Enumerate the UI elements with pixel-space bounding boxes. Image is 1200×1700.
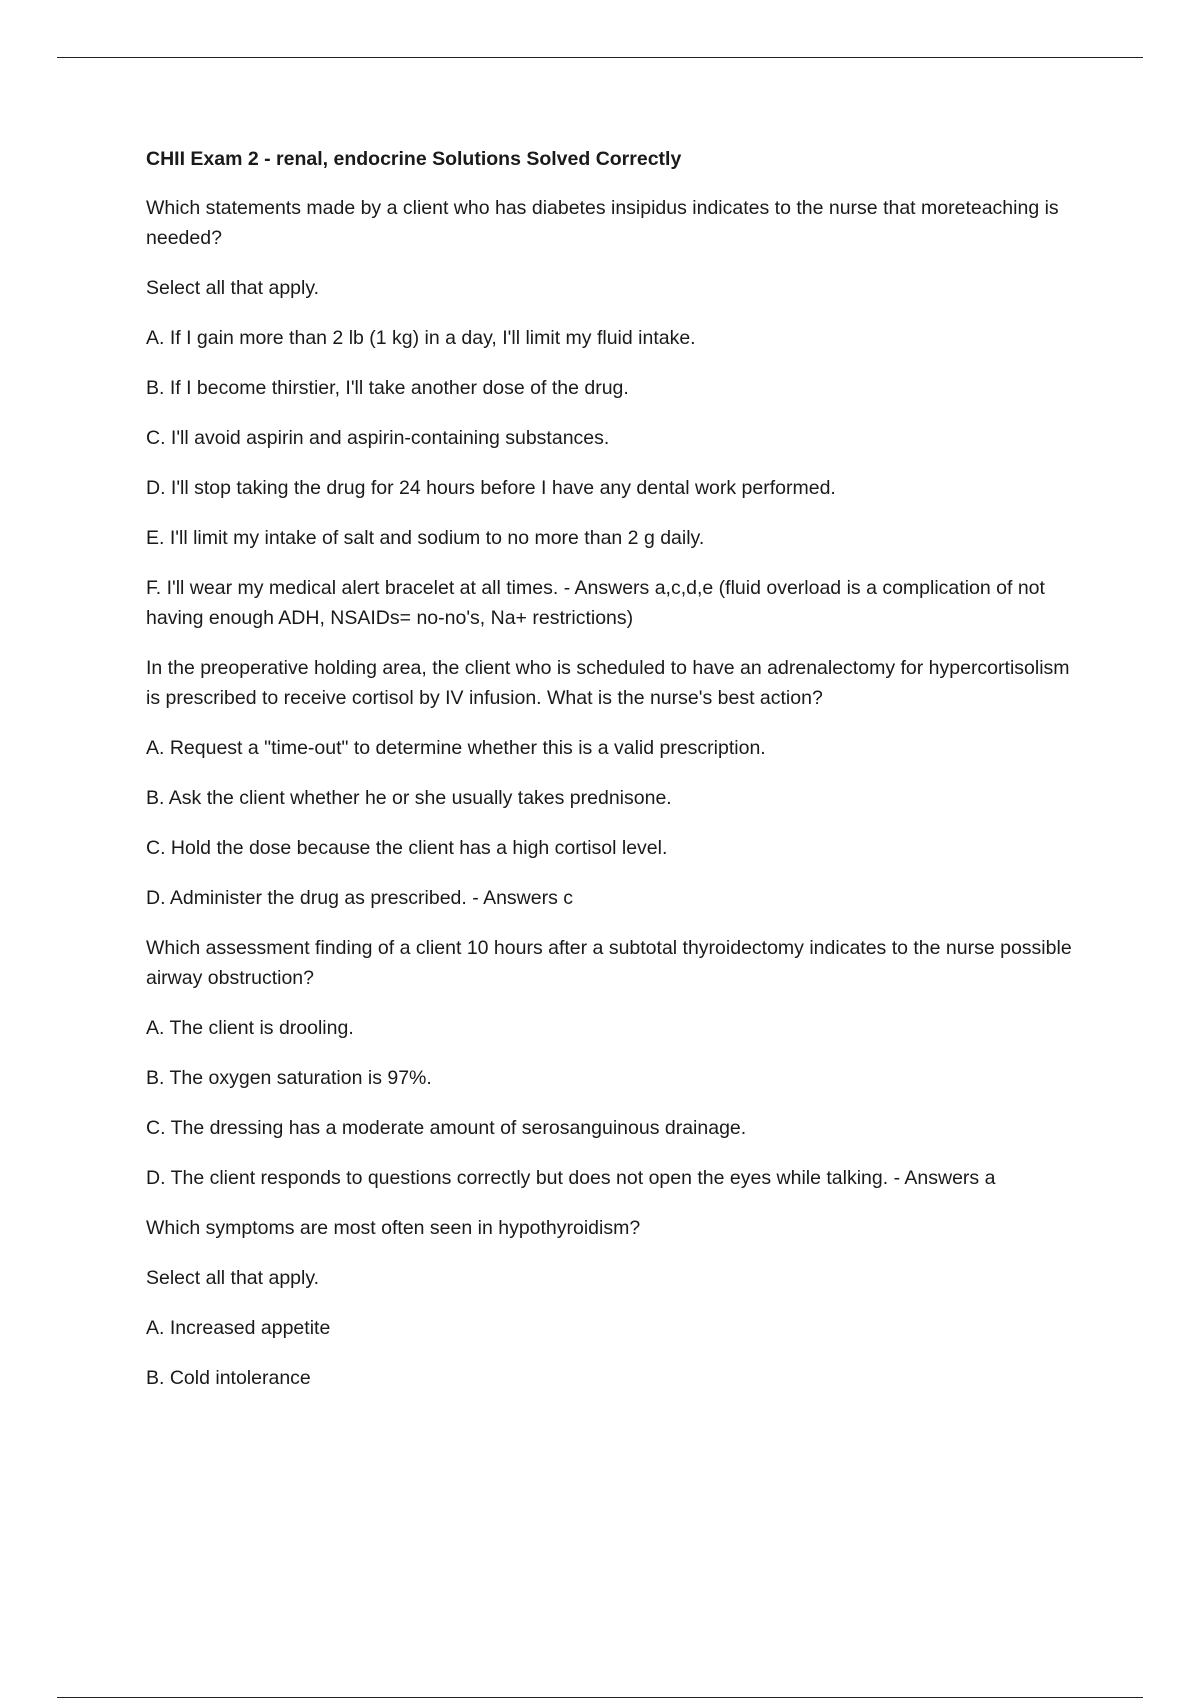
question-4-instruction: Select all that apply. [146, 1267, 320, 1289]
question-1-option-f-answer: F. I'll wear my medical alert bracelet at all times. - Answers a,c,d,e (fluid overload is a complication of not having enough ADH, NSAIDs= no-no's, Na+ restrictions) [146, 577, 1045, 629]
question-1-option-e: E. I'll limit my intake of salt and sodium to no more than 2 g daily. [146, 527, 705, 549]
question-3-option-c: C. The dressing has a moderate amount of serosanguinous drainage. [146, 1117, 747, 1139]
question-1-stem: Which statements made by a client who has diabetes insipidus indicates to the nurse that moreteaching is needed? [146, 197, 1059, 249]
question-2-option-b: B. Ask the client whether he or she usually takes prednisone. [146, 787, 672, 809]
question-2-option-d-answer: D. Administer the drug as prescribed. - Answers c [146, 887, 574, 909]
question-1-option-a: A. If I gain more than 2 lb (1 kg) in a day, I'll limit my fluid intake. [146, 327, 696, 349]
question-2-option-c: C. Hold the dose because the client has a high cortisol level. [146, 837, 668, 859]
question-1-option-c: C. I'll avoid aspirin and aspirin-containing substances. [146, 427, 610, 449]
question-3-stem: Which assessment finding of a client 10 hours after a subtotal thyroidectomy indicates to the nurse possible airway obstruction? [146, 937, 1072, 989]
document-title: CHII Exam 2 - renal, endocrine Solutions Solved Correctly [146, 148, 682, 170]
question-3-option-a: A. The client is drooling. [146, 1017, 354, 1039]
question-4-option-a: A. Increased appetite [146, 1317, 331, 1339]
question-4-stem: Which symptoms are most often seen in hypothyroidism? [146, 1217, 641, 1239]
header-rule [57, 57, 1143, 58]
question-4-option-b: B. Cold intolerance [146, 1367, 311, 1389]
footer-rule [57, 1697, 1143, 1698]
question-1-option-b: B. If I become thirstier, I'll take another dose of the drug. [146, 377, 629, 399]
question-3-option-d-answer: D. The client responds to questions correctly but does not open the eyes while talking. - Answers a [146, 1167, 996, 1189]
question-2-option-a: A. Request a "time-out" to determine whether this is a valid prescription. [146, 737, 766, 759]
question-1-option-d: D. I'll stop taking the drug for 24 hours before I have any dental work performed. [146, 477, 836, 499]
question-1-instruction: Select all that apply. [146, 277, 320, 299]
page-content [146, 147, 1086, 1413]
question-3-option-b: B. The oxygen saturation is 97%. [146, 1067, 432, 1089]
question-2-stem: In the preoperative holding area, the client who is scheduled to have an adrenalectomy for hypercortisolism is prescribed to receive cortisol by IV infusion. What is the nurse's best action? [146, 657, 1070, 709]
